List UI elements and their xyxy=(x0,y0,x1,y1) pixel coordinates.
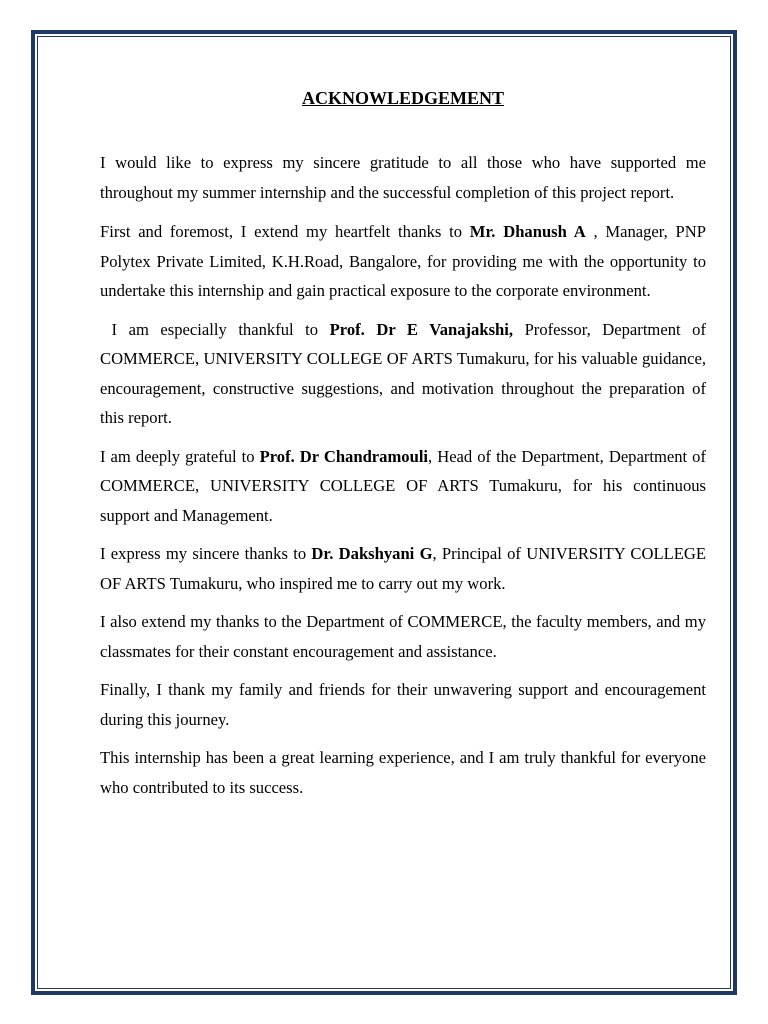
paragraph-text: First and foremost, I extend my heartfelt thanks to xyxy=(100,222,470,241)
paragraph-guide-thanks xyxy=(100,315,706,433)
paragraph-text: I am especially thankful to xyxy=(100,319,330,339)
paragraph-text: , Manager, PNP Polytex Private Limited, K.H.Road, Bangalore, for providing me with the opportunity to undertake this internship and gain practical exposure to the corporate environment. xyxy=(100,222,706,300)
paragraph-department-thanks: I also extend my thanks to the Department of COMMERCE, the faculty members, and my classmates for their constant encouragement and assistance. xyxy=(100,612,706,661)
paragraph-principal-thanks xyxy=(100,539,706,598)
page-title: ACKNOWLEDGEMENT xyxy=(301,88,505,108)
paragraph-text: , Head of the Department, Department of COMMERCE, UNIVERSITY COLLEGE OF ARTS Tumakuru, for his continuous support and Management. xyxy=(100,446,706,525)
person-name: Dr. Dakshyani G xyxy=(311,544,433,563)
paragraph-text: Professor, Department of COMMERCE, UNIVERSITY COLLEGE OF ARTS Tumakuru, for his valuable guidance, encouragement, constructive suggestions, and motivation throughout the preparation of this report. xyxy=(100,319,706,427)
person-name: Prof. Dr Chandramouli xyxy=(259,446,429,466)
person-name: Prof. Dr E Vanajakshi, xyxy=(329,319,514,339)
person-name: Mr. Dhanush A xyxy=(469,222,586,241)
paragraph-text: I express my sincere thanks to xyxy=(100,544,312,563)
paragraph-manager-thanks xyxy=(100,217,706,306)
paragraph-text: I am deeply grateful to xyxy=(100,446,260,466)
paragraph-closing: This internship has been a great learning experience, and I am truly thankful for everyone who contributed to its success. xyxy=(100,748,706,797)
document-body xyxy=(100,84,706,811)
paragraph-hod-thanks xyxy=(100,442,706,531)
paragraph-family-thanks: Finally, I thank my family and friends for their unwavering support and encouragement during this journey. xyxy=(100,680,706,729)
paragraph-intro: I would like to express my sincere gratitude to all those who have supported me throughout my summer internship and the successful completion of this project report. xyxy=(100,153,706,202)
paragraph-text: , Principal of UNIVERSITY COLLEGE OF ARTS Tumakuru, who inspired me to carry out my work. xyxy=(100,544,707,593)
